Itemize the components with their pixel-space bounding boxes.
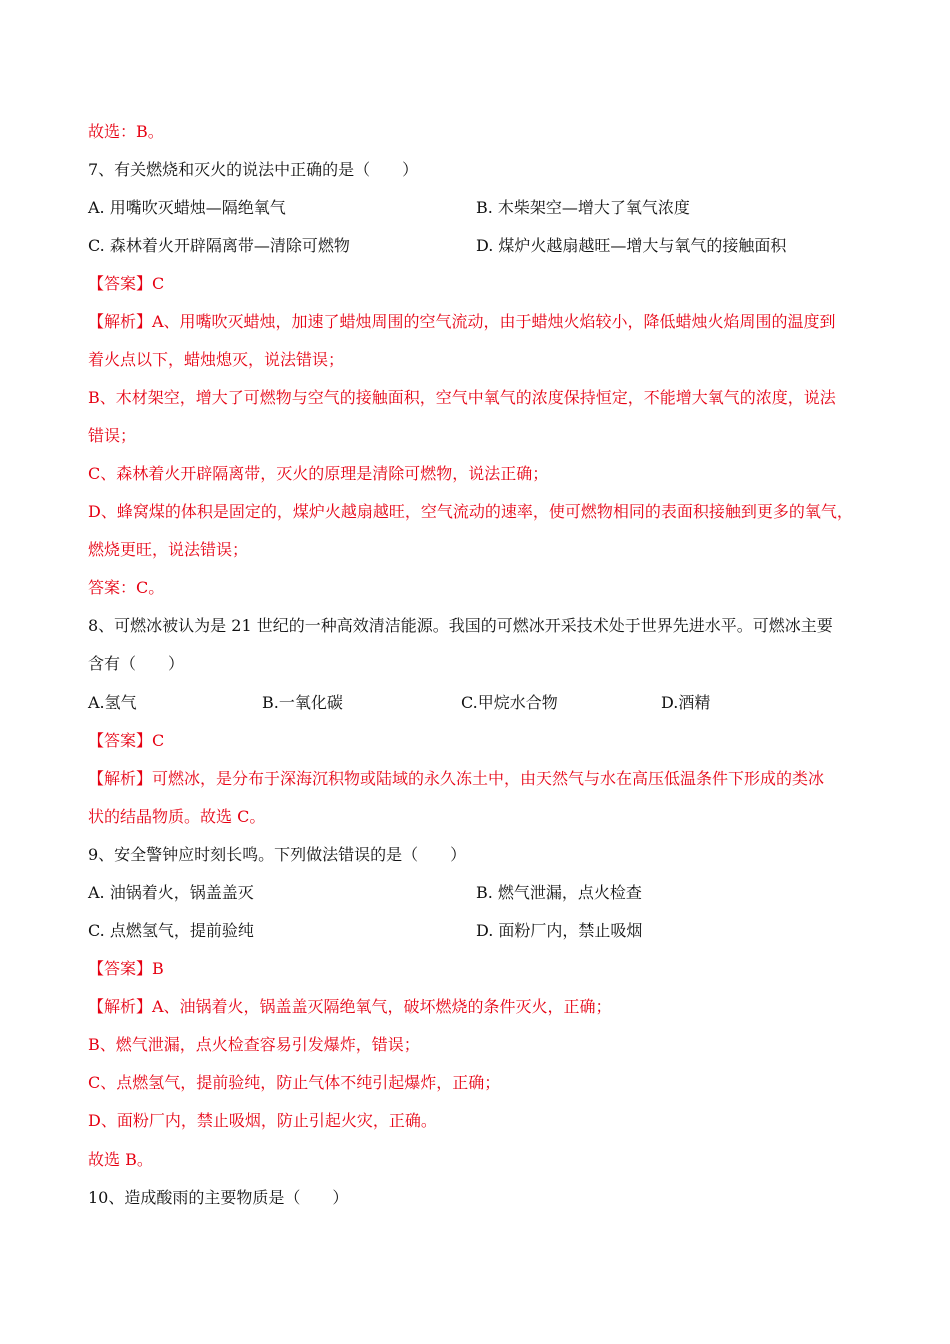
q7-analysis-line: 燃烧更旺，说法错误； [88,540,249,559]
q8-stem: 8、可燃冰被认为是 21 世纪的一种高效清洁能源。我国的可燃冰开采技术处于世界先进水平。可燃冰主要 [88,616,833,635]
q9-option-d: D. 面粉厂内，禁止吸烟 [476,921,643,940]
q7-option-d: D. 煤炉火越扇越旺—增大与氧气的接触面积 [476,236,787,255]
q7-analysis-line: B、木材架空，增大了可燃物与空气的接触面积，空气中氧气的浓度保持恒定，不能增大氧气的浓度，说法 [88,388,836,407]
q8-option-a: A.氢气 [88,693,137,712]
q7-analysis-line: D、蜂窝煤的体积是固定的，煤炉火越扇越旺，空气流动的速率，使可燃物相同的表面积接触到更多的氧气， [88,502,853,521]
q7-analysis-line: C、森林着火开辟隔离带，灭火的原理是清除可燃物，说法正确； [88,464,549,483]
q8-stem: 含有（ ） [88,654,185,673]
q8-answer: 【答案】C [88,731,165,750]
q7-option-b: B. 木柴架空—增大了氧气浓度 [476,198,690,217]
q7-option-a: A. 用嘴吹灭蜡烛—隔绝氧气 [88,198,286,217]
q7-answer: 【答案】C [88,274,165,293]
q9-analysis-line: B、燃气泄漏，点火检查容易引发爆炸，错误； [88,1035,420,1054]
q7-option-c: C. 森林着火开辟隔离带—清除可燃物 [88,236,350,255]
q8-analysis-line: 状的结晶物质。故选 C。 [88,807,266,826]
q7-analysis-line: 错误； [88,426,137,445]
q9-analysis-line: 【解析】A、油锅着火，锅盖盖灭隔绝氧气，破坏燃烧的条件灭火，正确； [88,997,612,1016]
q8-option-b: B.一氧化碳 [262,693,343,712]
q9-option-a: A. 油锅着火，锅盖盖灭 [88,883,254,902]
q7-conclusion: 答案：C。 [88,578,165,597]
q9-answer: 【答案】B [88,959,164,978]
q7-analysis-line: 着火点以下，蜡烛熄灭，说法错误； [88,350,345,369]
q8-option-c: C.甲烷水合物 [461,693,558,712]
q8-option-d: D.酒精 [661,693,711,712]
q9-stem: 9、安全警钟应时刻长鸣。下列做法错误的是（ ） [88,845,467,864]
q8-analysis-line: 【解析】可燃冰，是分布于深海沉积物或陆域的永久冻土中，由天然气与水在高压低温条件下形成的类冰 [88,769,825,788]
q10-stem: 10、造成酸雨的主要物质是（ ） [88,1188,349,1207]
q9-analysis-line: D、面粉厂内，禁止吸烟，防止引起火灾，正确。 [88,1111,437,1130]
q6-conclusion: 故选：B。 [88,122,164,141]
q7-stem: 7、有关燃烧和灭火的说法中正确的是（ ） [88,160,419,179]
q9-analysis-line: C、点燃氢气，提前验纯，防止气体不纯引起爆炸，正确； [88,1073,501,1092]
q9-option-c: C. 点燃氢气，提前验纯 [88,921,254,940]
q9-option-b: B. 燃气泄漏，点火检查 [476,883,642,902]
q9-conclusion: 故选 B。 [88,1150,153,1169]
q7-analysis-line: 【解析】A、用嘴吹灭蜡烛，加速了蜡烛周围的空气流动，由于蜡烛火焰较小，降低蜡烛火焰周围的温度到 [88,312,836,331]
